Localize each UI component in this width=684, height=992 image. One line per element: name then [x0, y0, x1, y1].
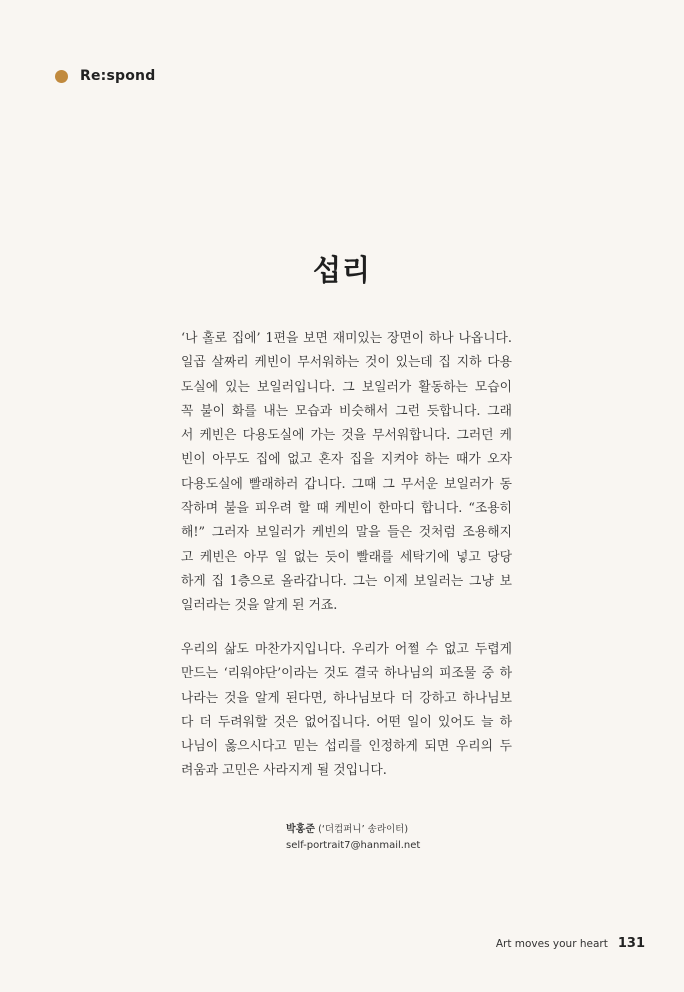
paragraph-line: 서 케빈은 다용도실에 가는 것을 무서워합니다. 그러던 케: [181, 428, 512, 444]
article-title: 섭리: [312, 253, 372, 287]
paragraph-line: 해!” 그러자 보일러가 케빈의 말을 들은 것처럼 조용해지: [181, 525, 512, 541]
author-role: (‘더컴퍼니’ 송라이터): [318, 824, 409, 835]
page-footer: [496, 936, 645, 951]
paragraph-line: 도실에 있는 보일러입니다. 그 보일러가 활동하는 모습이: [181, 379, 512, 395]
paragraph-line: 나님이 옳으시다고 믿는 섭리를 인정하게 되면 우리의 두: [181, 739, 512, 755]
paragraph-line: ‘나 홀로 집에’ 1편을 보면 재미있는 장면이 하나 나옵니다.: [181, 331, 512, 346]
article-paragraph-1: [181, 327, 512, 619]
paragraph-line: 다용도실에 빨래하러 갑니다. 그때 그 무서운 보일러가 동: [181, 476, 512, 492]
author-email: self-portrait7@hanmail.net: [286, 840, 421, 851]
paragraph-line: 일곱 살짜리 케빈이 무서워하는 것이 있는데 집 지하 다용: [181, 355, 512, 371]
section-label: Re:spond: [80, 68, 156, 84]
section-dot-icon: [55, 70, 68, 83]
author-name: 박홍준: [286, 824, 315, 835]
paragraph-line: 하게 집 1층으로 올라갑니다. 그는 이제 보일러는 그냥 보: [181, 573, 512, 589]
footer-tagline: Art moves your heart: [495, 938, 608, 950]
paragraph-line: 고 케빈은 아무 일 없는 듯이 빨래를 세탁기에 넣고 당당: [181, 549, 512, 565]
author-block: [286, 822, 420, 854]
paragraph-line: 꼭 불이 화를 내는 모습과 비슷해서 그런 듯합니다. 그래: [181, 403, 512, 419]
paragraph-line: 만드는 ‘리워야단’이라는 것도 결국 하나님의 피조물 중 하: [181, 666, 512, 682]
paragraph-line: 일러라는 것을 알게 된 거죠.: [181, 598, 338, 614]
page-number: 131: [617, 936, 645, 951]
paragraph-line: 려움과 고민은 사라지게 될 것입니다.: [181, 763, 387, 779]
article-paragraph-2: [181, 638, 512, 784]
paragraph-line: 다 더 두려워할 것은 없어집니다. 어떤 일이 있어도 늘 하: [181, 714, 512, 730]
paragraph-line: 작하며 불을 피우려 할 때 케빈이 한마디 합니다. “조용히: [181, 501, 512, 517]
paragraph-line: 빈이 아무도 집에 없고 혼자 집을 지켜야 하는 때가 오자: [181, 452, 512, 468]
section-tag: [55, 68, 155, 84]
paragraph-line: 우리의 삶도 마찬가지입니다. 우리가 어쩔 수 없고 두렵게: [181, 642, 512, 657]
paragraph-line: 나라는 것을 알게 된다면, 하나님보다 더 강하고 하나님보: [181, 690, 512, 706]
